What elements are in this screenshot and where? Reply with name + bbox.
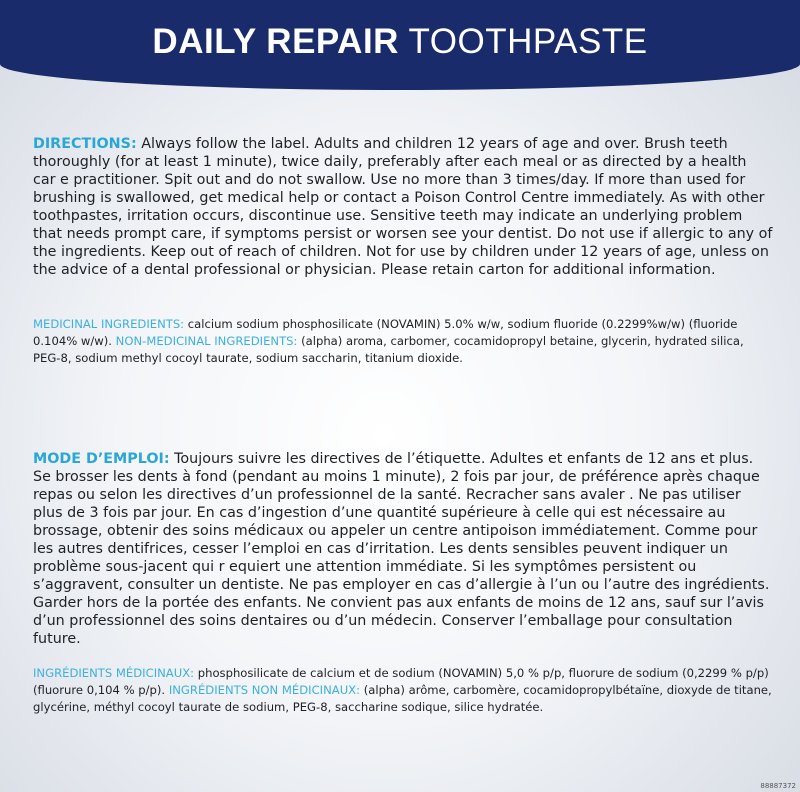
ingredients-en-paragraph [33, 316, 773, 367]
ingredients-fr-section [33, 665, 773, 716]
ingredients-medicinaux-label: INGRÉDIENTS MÉDICINAUX: [33, 666, 195, 680]
directions-label: DIRECTIONS: [33, 136, 137, 152]
product-code: 88887372 [760, 782, 796, 790]
medicinal-ingredients-label: MEDICINAL INGREDIENTS: [33, 317, 185, 331]
directions-text: Always follow the label. Adults and children 12 years of age and over. Brush teeth thoroughly (for at least 1 minute), twice daily, preferably after each meal or as directed by a health car e practitioner. Spit out and do not swallow. Use no more than 3 times/day. If more than used for brushing is swallowed, get medical help or contact a Poison Control Centre immediately. As with other toothpastes, irritation occurs, discontinue use. Sensitive teeth may indicate an underlying problem that needs prompt care, if symptoms persist or worsen see your dentist. Do not use if allergic to any of the ingredients. Keep out of reach of children. Not for use by children under 12 years of age, unless on the advice of a dental professional or physician. Please retain carton for additional information. [33, 136, 773, 278]
title-bold: DAILY REPAIR [152, 22, 399, 61]
ingredients-medicinaux-text: phosphosilicate de calcium et de sodium (NOVAMIN) 5,0 % p/p, fluorure de sodium (0,2299 % p/p) (fluorure 0,104 % p/p). [33, 666, 769, 697]
directions-paragraph [33, 135, 773, 279]
ingredients-fr-paragraph [33, 665, 773, 716]
medicinal-ingredients-text: calcium sodium phosphosilicate (NOVAMIN) 5.0% w/w, sodium fluoride (0.2299%w/w) (fluoride 0.104% w/w). [33, 317, 738, 348]
mode-emploi-label: MODE D’EMPLOI: [33, 451, 170, 467]
non-medicinal-ingredients-text: (alpha) aroma, carbomer, cocamidopropyl betaine, glycerin, hydrated silica, PEG-8, sodium methyl cocoyl taurate, sodium saccharin, titanium dioxide. [33, 334, 744, 365]
title-light: TOOTHPASTE [408, 22, 648, 61]
ingredients-non-medicinaux-label: INGRÉDIENTS NON MÉDICINAUX: [168, 683, 361, 697]
directions-section [33, 135, 773, 279]
ingredients-non-medicinaux-text: (alpha) arôme, carbomère, cocamidopropylbétaïne, dioxyde de titane, glycérine, méthyl cocoyl taurate de sodium, PEG-8, saccharine sodique, silice hydratée. [33, 683, 772, 714]
header-banner [0, 0, 800, 90]
non-medicinal-ingredients-label: NON-MEDICINAL INGREDIENTS: [115, 334, 298, 348]
page-title [152, 22, 647, 62]
mode-emploi-section [33, 450, 773, 648]
ingredients-en-section [33, 316, 773, 367]
mode-emploi-text: Toujours suivre les directives de l’étiquette. Adultes et enfants de 12 ans et plus. Se brosser les dents à fond (pendant au moins 1 minute), 2 fois par jour, de préférence après chaque repas ou selon les directives d’un professionnel de la santé. Recracher sans avaler . Ne pas utiliser plus de 3 fois par jour. En cas d’ingestion d’une quantité supérieure à celle qui est nécessaire au brossage, obtenir des soins médicaux ou appeler un centre antipoison immédiatement. Comme pour les autres dentifrices, cesser l’emploi en cas d’irritation. Les dents sensibles peuvent indiquer un problème sous-jacent qui r equiert une attention immédiate. Si les symptômes persistent ou s’aggravent, consulter un dentiste. Ne pas employer en cas d’allergie à l’un ou l’autre des ingrédients. Garder hors de la portée des enfants. Ne convient pas aux enfants de moins de 12 ans, sauf sur l’avis d’un professionnel des soins dentaires ou d’un médecin. Conserver l’emballage pour consultation future. [33, 451, 770, 647]
mode-emploi-paragraph [33, 450, 773, 648]
